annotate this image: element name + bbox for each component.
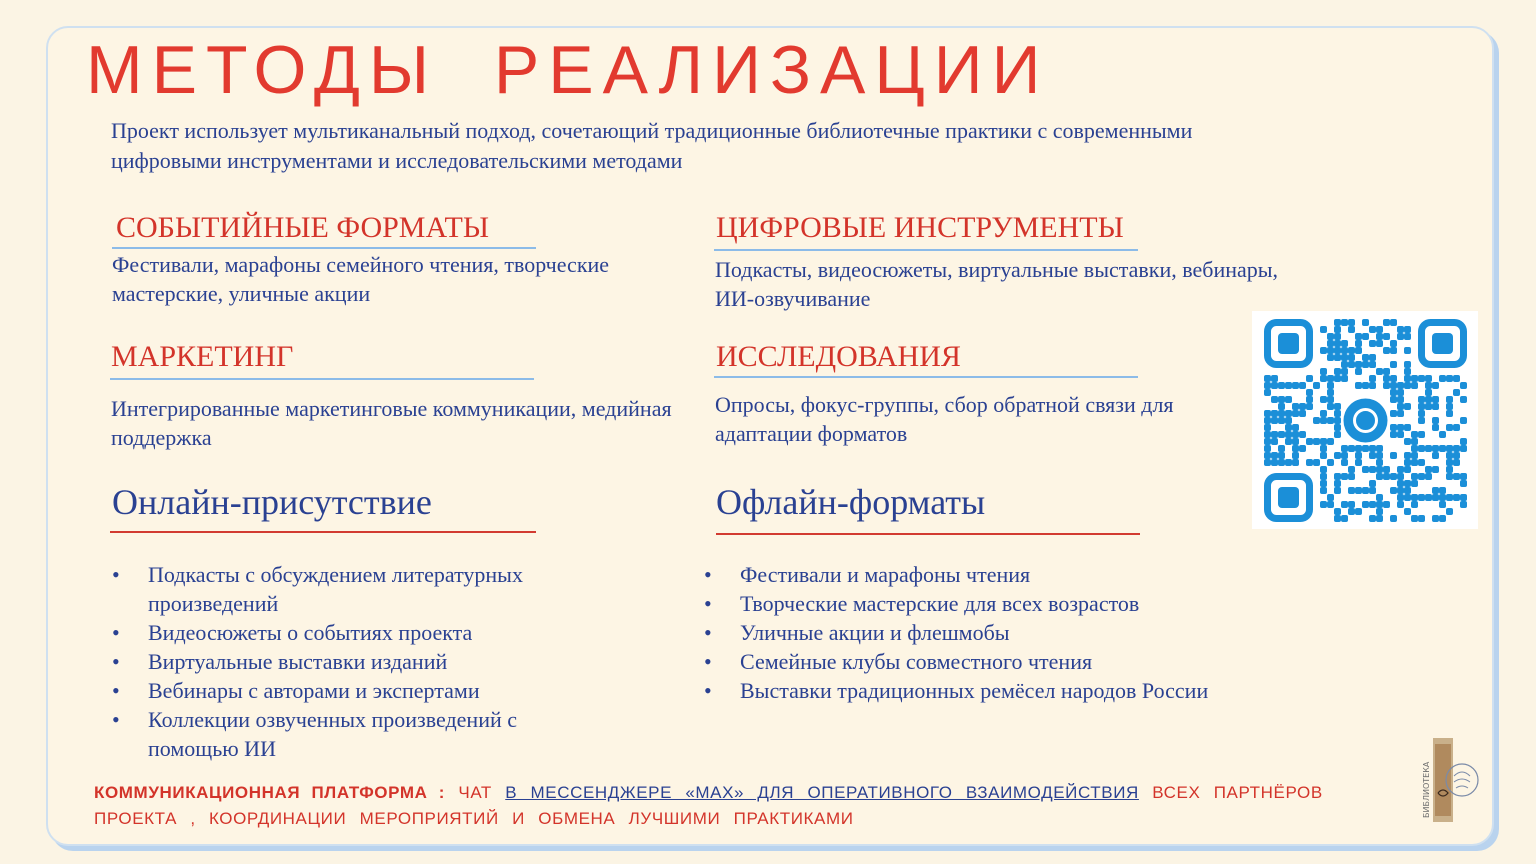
list-item: • Видеосюжеты о событиях проекта: [112, 618, 632, 647]
qr-code-graphic: [1252, 311, 1478, 529]
digital-underline: [714, 249, 1138, 251]
offline-list: [704, 560, 1244, 705]
list-item: • Творческие мастерские для всех возрастов: [704, 589, 1244, 618]
digital-heading: ЦИФРОВЫЕ ИНСТРУМЕНТЫ: [716, 211, 1124, 244]
offline-heading: Офлайн-форматы: [716, 482, 986, 522]
marketing-heading: МАРКЕТИНГ: [111, 340, 294, 373]
list-item: • Коллекции озвученных произведений с помощью ИИ: [112, 705, 588, 763]
events-text: Фестивали, марафоны семейного чтения, творческие мастерские, уличные акции: [112, 252, 610, 306]
online-list: [112, 560, 632, 763]
events-underline: [112, 247, 536, 249]
research-heading: ИССЛЕДОВАНИЯ: [716, 340, 961, 373]
footer-label: КОММУНИКАЦИОННАЯ ПЛАТФОРМА :: [94, 783, 446, 802]
online-underline: [110, 531, 536, 533]
list-item: • Семейные клубы совместного чтения: [704, 647, 1244, 676]
library-logo: [1418, 738, 1480, 834]
library-logo-graphic: [1418, 738, 1480, 834]
footer-text: [94, 780, 1354, 832]
offline-underline: [716, 533, 1140, 535]
digital-text: Подкасты, видеосюжеты, виртуальные выставки, вебинары, ИИ-озвучивание: [715, 257, 1279, 311]
list-item: • Уличные акции и флешмобы: [704, 618, 1244, 647]
research-text: Опросы, фокус-группы, сбор обратной связи для адаптации форматов: [715, 392, 1174, 446]
online-heading: Онлайн-присутствие: [112, 482, 432, 522]
intro-text: Проект использует мультиканальный подход, сочетающий традиционные библиотечные практики с современными цифровыми инструментами и исследовательскими методами: [111, 118, 1193, 173]
list-item: • Вебинары с авторами и экспертами: [112, 676, 632, 705]
list-item: • Фестивали и марафоны чтения: [704, 560, 1244, 589]
events-heading: СОБЫТИЙНЫЕ ФОРМАТЫ: [116, 211, 489, 244]
marketing-underline: [110, 378, 534, 380]
qr-code-icon[interactable]: [1252, 311, 1478, 529]
messenger-chat-link[interactable]: В МЕССЕНДЖЕРЕ «MAX» ДЛЯ ОПЕРАТИВНОГО ВЗАИМОДЕЙСТВИЯ: [505, 783, 1139, 802]
logo-text: БИБЛИОТЕКА: [1422, 761, 1431, 818]
marketing-text: Интегрированные маркетинговые коммуникации, медийная поддержка: [111, 396, 672, 450]
list-item: • Выставки традиционных ремёсел народов России: [704, 676, 1230, 705]
list-item: • Виртуальные выставки изданий: [112, 647, 632, 676]
footer-part2: ВСЕХ ПАРТНЁРОВ ПРОЕКТА , КООРДИНАЦИИ МЕРОПРИЯТИЙ И ОБМЕНА ЛУЧШИМИ ПРАКТИКАМИ: [94, 783, 1323, 828]
footer-part1: ЧАТ: [458, 783, 492, 802]
list-item: • Подкасты с обсуждением литературных произведений: [112, 560, 632, 618]
page-title: МЕТОДЫ РЕАЛИЗАЦИИ: [86, 32, 1050, 108]
research-underline: [714, 376, 1138, 378]
